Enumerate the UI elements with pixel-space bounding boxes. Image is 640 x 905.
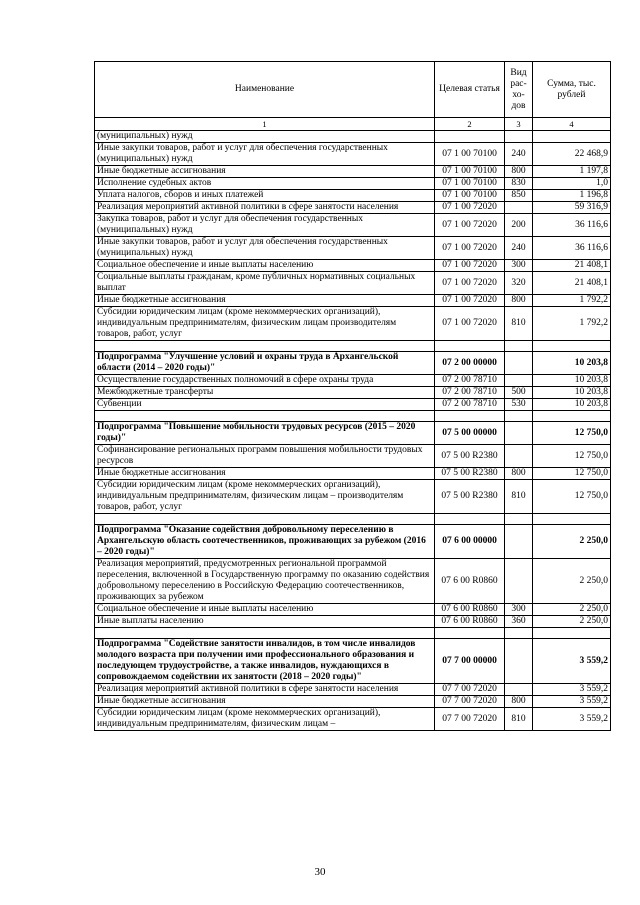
spacer-row: [95, 628, 611, 639]
row-name-cell: Иные бюджетные ассигнования: [95, 166, 435, 178]
row-code-cell: 07 6 00 R0860: [435, 616, 505, 628]
table-row: [95, 166, 611, 178]
row-name-cell: Межбюджетные трансферты: [95, 387, 435, 399]
table-row: [95, 696, 611, 708]
row-code-cell: 07 1 00 70100: [435, 166, 505, 178]
row-sum-cell: 2 250,0: [533, 616, 611, 628]
row-type-cell: 810: [505, 708, 533, 731]
row-sum-cell: 21 408,1: [533, 272, 611, 295]
table-row: [95, 708, 611, 731]
table-row: [95, 214, 611, 237]
row-sum-cell: 12 750,0: [533, 445, 611, 468]
row-sum-cell: 21 408,1: [533, 260, 611, 272]
table-row: [95, 399, 611, 411]
table-row: [95, 559, 611, 604]
row-type-cell: 800: [505, 696, 533, 708]
row-name-cell: Субсидии юридическим лицам (кроме некоммерческих организаций), индивидуальным предпринимателям, физическим лицам производителям товаров, работ, услуг: [95, 307, 435, 341]
row-name-cell: Подпрограмма "Повышение мобильности трудовых ресурсов (2015 – 2020 годы)": [95, 422, 435, 445]
row-code-cell: 07 1 00 70100: [435, 178, 505, 190]
row-type-cell: 800: [505, 166, 533, 178]
row-type-cell: 240: [505, 237, 533, 260]
table-row: [95, 131, 611, 143]
row-name-cell: Софинансирование региональных программ повышения мобильности трудовых ресурсов: [95, 445, 435, 468]
spacer-cell: [435, 628, 505, 639]
row-name-cell: Подпрограмма "Содействие занятости инвалидов, в том числе инвалидов молодого возраста при получении ими профессионального образования и последующем трудоустройстве, а также инвалидов, нуждающихся в сопровождаемом содействии их занятости (2018 – 2020 годы)": [95, 639, 435, 684]
column-number: 3: [505, 118, 533, 131]
spacer-cell: [435, 341, 505, 352]
table-row: [95, 387, 611, 399]
subprogram-row: [95, 525, 611, 559]
row-sum-cell: 1 792,2: [533, 295, 611, 307]
row-code-cell: 07 2 00 78710: [435, 387, 505, 399]
table-row: [95, 178, 611, 190]
row-type-cell: [505, 202, 533, 214]
row-code-cell: 07 1 00 72020: [435, 307, 505, 341]
row-code-cell: 07 6 00 R0860: [435, 604, 505, 616]
row-type-cell: 800: [505, 295, 533, 307]
column-number: 4: [533, 118, 611, 131]
row-sum-cell: [533, 131, 611, 143]
row-code-cell: 07 5 00 00000: [435, 422, 505, 445]
row-sum-cell: 3 559,2: [533, 696, 611, 708]
row-name-cell: Иные закупки товаров, работ и услуг для обеспечения государственных (муниципальных) нужд: [95, 237, 435, 260]
row-sum-cell: 10 203,8: [533, 387, 611, 399]
row-code-cell: 07 1 00 72020: [435, 202, 505, 214]
table-row: [95, 480, 611, 514]
row-code-cell: 07 1 00 72020: [435, 272, 505, 295]
spacer-cell: [505, 628, 533, 639]
row-code-cell: 07 6 00 00000: [435, 525, 505, 559]
column-number: 2: [435, 118, 505, 131]
table-row: [95, 190, 611, 202]
column-number-row: [95, 118, 611, 131]
spacer-row: [95, 514, 611, 525]
row-name-cell: Социальное обеспечение и иные выплаты населению: [95, 260, 435, 272]
row-code-cell: 07 1 00 70100: [435, 143, 505, 166]
row-name-cell: Социальные выплаты гражданам, кроме публичных нормативных социальных выплат: [95, 272, 435, 295]
spacer-cell: [505, 514, 533, 525]
row-sum-cell: 2 250,0: [533, 559, 611, 604]
spacer-cell: [533, 341, 611, 352]
row-type-cell: 530: [505, 399, 533, 411]
row-type-cell: [505, 445, 533, 468]
row-type-cell: 830: [505, 178, 533, 190]
row-type-cell: 810: [505, 307, 533, 341]
table-row: [95, 684, 611, 696]
spacer-cell: [95, 411, 435, 422]
header-code: Целевая статья: [435, 62, 505, 118]
row-name-cell: Исполнение судебных актов: [95, 178, 435, 190]
row-sum-cell: 12 750,0: [533, 480, 611, 514]
subprogram-row: [95, 422, 611, 445]
row-sum-cell: 1 792,2: [533, 307, 611, 341]
row-name-cell: Иные бюджетные ассигнования: [95, 295, 435, 307]
row-type-cell: 360: [505, 616, 533, 628]
table-row: [95, 143, 611, 166]
row-type-cell: 810: [505, 480, 533, 514]
budget-table: [94, 61, 611, 731]
row-name-cell: Субсидии юридическим лицам (кроме некоммерческих организаций), индивидуальным предпринимателям, физическим лицам –: [95, 708, 435, 731]
row-sum-cell: 10 203,8: [533, 375, 611, 387]
row-type-cell: 300: [505, 260, 533, 272]
row-type-cell: 300: [505, 604, 533, 616]
spacer-cell: [95, 628, 435, 639]
row-code-cell: 07 5 00 R2380: [435, 468, 505, 480]
table-row: [95, 237, 611, 260]
row-sum-cell: 2 250,0: [533, 525, 611, 559]
table-row: [95, 375, 611, 387]
row-code-cell: 07 7 00 72020: [435, 708, 505, 731]
row-sum-cell: 3 559,2: [533, 684, 611, 696]
row-name-cell: Иные бюджетные ассигнования: [95, 468, 435, 480]
row-code-cell: 07 7 00 00000: [435, 639, 505, 684]
spacer-cell: [435, 514, 505, 525]
row-sum-cell: 59 316,9: [533, 202, 611, 214]
row-code-cell: 07 2 00 78710: [435, 375, 505, 387]
row-name-cell: Осуществление государственных полномочий в сфере охраны труда: [95, 375, 435, 387]
row-code-cell: 07 1 00 72020: [435, 295, 505, 307]
row-sum-cell: 10 203,8: [533, 352, 611, 375]
header-name: Наименование: [95, 62, 435, 118]
row-code-cell: 07 1 00 70100: [435, 190, 505, 202]
subprogram-row: [95, 639, 611, 684]
row-name-cell: Уплата налогов, сборов и иных платежей: [95, 190, 435, 202]
table-row: [95, 604, 611, 616]
table-row: [95, 468, 611, 480]
table-row: [95, 445, 611, 468]
row-sum-cell: 1,0: [533, 178, 611, 190]
row-code-cell: 07 1 00 72020: [435, 214, 505, 237]
row-code-cell: 07 2 00 78710: [435, 399, 505, 411]
spacer-cell: [435, 411, 505, 422]
table-row: [95, 272, 611, 295]
row-name-cell: Субвенции: [95, 399, 435, 411]
row-sum-cell: 36 116,6: [533, 214, 611, 237]
subprogram-row: [95, 352, 611, 375]
row-name-cell: Социальное обеспечение и иные выплаты населению: [95, 604, 435, 616]
row-name-cell: Иные выплаты населению: [95, 616, 435, 628]
row-code-cell: 07 7 00 72020: [435, 696, 505, 708]
table-header-row: [95, 62, 611, 118]
table-row: [95, 260, 611, 272]
spacer-cell: [533, 628, 611, 639]
spacer-cell: [533, 411, 611, 422]
header-type: Вид рас-хо-дов: [505, 62, 533, 118]
row-code-cell: 07 6 00 R0860: [435, 559, 505, 604]
spacer-cell: [505, 341, 533, 352]
spacer-cell: [533, 514, 611, 525]
row-name-cell: (муниципальных) нужд: [95, 131, 435, 143]
row-code-cell: 07 5 00 R2380: [435, 445, 505, 468]
row-code-cell: 07 5 00 R2380: [435, 480, 505, 514]
table-row: [95, 202, 611, 214]
row-type-cell: [505, 422, 533, 445]
spacer-cell: [95, 341, 435, 352]
row-sum-cell: 12 750,0: [533, 422, 611, 445]
row-sum-cell: 22 468,9: [533, 143, 611, 166]
row-sum-cell: 3 559,2: [533, 708, 611, 731]
row-name-cell: Иные закупки товаров, работ и услуг для обеспечения государственных (муниципальных) нужд: [95, 143, 435, 166]
row-type-cell: [505, 684, 533, 696]
row-code-cell: 07 1 00 72020: [435, 237, 505, 260]
table-row: [95, 307, 611, 341]
table-row: [95, 295, 611, 307]
row-sum-cell: 1 197,8: [533, 166, 611, 178]
row-type-cell: 850: [505, 190, 533, 202]
row-type-cell: 500: [505, 387, 533, 399]
row-code-cell: 07 1 00 72020: [435, 260, 505, 272]
row-sum-cell: 10 203,8: [533, 399, 611, 411]
row-sum-cell: 36 116,6: [533, 237, 611, 260]
row-sum-cell: 2 250,0: [533, 604, 611, 616]
row-code-cell: 07 2 00 00000: [435, 352, 505, 375]
row-type-cell: 240: [505, 143, 533, 166]
row-type-cell: [505, 131, 533, 143]
spacer-row: [95, 411, 611, 422]
spacer-row: [95, 341, 611, 352]
table-body: [95, 131, 611, 731]
page-number: 30: [314, 866, 326, 878]
row-type-cell: [505, 352, 533, 375]
row-name-cell: Подпрограмма "Оказание содействия добровольному переселению в Архангельскую область соотечественников, проживающих за рубежом (2016 – 2020 годы)": [95, 525, 435, 559]
row-code-cell: 07 7 00 72020: [435, 684, 505, 696]
row-type-cell: 320: [505, 272, 533, 295]
header-sum: Сумма, тыс. рублей: [533, 62, 611, 118]
row-name-cell: Иные бюджетные ассигнования: [95, 696, 435, 708]
row-name-cell: Закупка товаров, работ и услуг для обеспечения государственных (муниципальных) нужд: [95, 214, 435, 237]
row-type-cell: [505, 375, 533, 387]
row-code-cell: [435, 131, 505, 143]
row-name-cell: Реализация мероприятий, предусмотренных региональной программой переселения, включенной в Государственную программу по оказанию содействия добровольному переселению в Российскую Федерацию соотечественников, проживающих за рубежом: [95, 559, 435, 604]
row-name-cell: Подпрограмма "Улучшение условий и охраны труда в Архангельской области (2014 – 2020 годы)": [95, 352, 435, 375]
row-type-cell: [505, 559, 533, 604]
spacer-cell: [505, 411, 533, 422]
table-row: [95, 616, 611, 628]
column-number: 1: [95, 118, 435, 131]
row-name-cell: Реализация мероприятий активной политики в сфере занятости населения: [95, 202, 435, 214]
row-name-cell: Реализация мероприятий активной политики в сфере занятости населения: [95, 684, 435, 696]
row-type-cell: 800: [505, 468, 533, 480]
row-name-cell: Субсидии юридическим лицам (кроме некоммерческих организаций), индивидуальным предпринимателям, физическим лицам – производителям товаров, работ, услуг: [95, 480, 435, 514]
row-sum-cell: 1 196,8: [533, 190, 611, 202]
row-type-cell: 200: [505, 214, 533, 237]
row-type-cell: [505, 525, 533, 559]
spacer-cell: [95, 514, 435, 525]
row-sum-cell: 3 559,2: [533, 639, 611, 684]
row-sum-cell: 12 750,0: [533, 468, 611, 480]
row-type-cell: [505, 639, 533, 684]
